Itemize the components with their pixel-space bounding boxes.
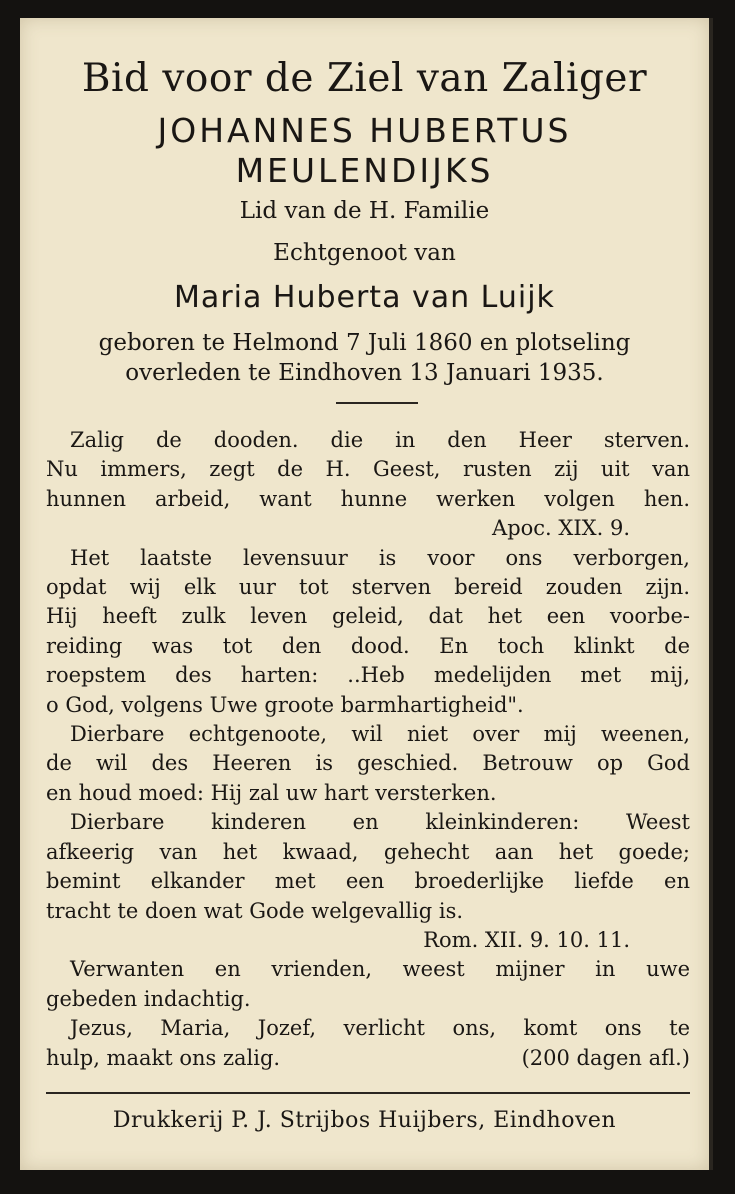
text-line: de wil des Heeren is geschied. Betrouw op God xyxy=(46,751,690,776)
text-line: Dierbare echtgenoote, wil niet over mij weenen, xyxy=(70,722,690,747)
text-line: Nu immers, zegt de H. Geest, rusten zij uit van xyxy=(46,457,690,482)
printer-imprint: Drukkerij P. J. Strijbos Huijbers, Eindhoven xyxy=(112,1108,617,1133)
text-line: gebeden indachtig. xyxy=(46,986,251,1011)
indulgence-line xyxy=(46,1044,690,1073)
memorial-card xyxy=(20,18,713,1170)
text-line: hulp, maakt ons zalig. xyxy=(46,1045,281,1070)
text-line: Jezus, Maria, Jozef, verlicht ons, komt ons te xyxy=(70,1016,690,1041)
text-line: afkeerig van het kwaad, gehecht aan het goede; xyxy=(46,839,690,864)
membership: Lid van de H. Familie xyxy=(239,198,490,224)
text-line: Zalig de dooden. die in den Heer sterven. xyxy=(70,428,690,452)
death-line: overleden te Eindhoven 13 Januari 1935. xyxy=(125,360,604,386)
text-line: reiding was tot den dood. En toch klinkt de xyxy=(46,633,690,658)
divider-long xyxy=(46,1092,690,1094)
divider-short xyxy=(336,402,418,404)
text-line: o God, volgens Uwe groote barmhartigheid". xyxy=(46,692,524,717)
deceased-name-line2: MEULENDIJKS xyxy=(235,151,494,190)
spouse-name: Maria Huberta van Luijk xyxy=(174,280,555,315)
text-line: tracht te doen wat Gode welgevallig is. xyxy=(46,898,464,923)
heading: Bid voor de Ziel van Zaliger xyxy=(81,56,648,101)
text-line: en houd moed: Hij zal uw hart versterken. xyxy=(46,780,497,805)
text-line: roepstem des harten: ..Heb medelijden met mij, xyxy=(46,663,690,688)
text-line: Het laatste levensuur is voor ons verborgen, xyxy=(70,545,690,570)
body-text xyxy=(46,426,690,1073)
citation: Apoc. XIX. 9. xyxy=(492,516,630,541)
deceased-name-line1: JOHANNES HUBERTUS xyxy=(157,111,572,150)
citation: Rom. XII. 9. 10. 11. xyxy=(423,927,630,952)
text-line: hunnen arbeid, want hunne werken volgen hen. xyxy=(46,486,690,511)
text-line: Hij heeft zulk leven geleid, dat het een voorbe- xyxy=(46,604,690,629)
spouse-intro: Echtgenoot van xyxy=(273,240,456,266)
indulgence-note: (200 dagen afl.) xyxy=(521,1045,690,1070)
text-line: bemint elkander met een broederlijke liefde en xyxy=(46,869,690,894)
text-line: opdat wij elk uur tot sterven bereid zouden zijn. xyxy=(46,575,690,600)
text-line: Verwanten en vrienden, weest mijner in uwe xyxy=(70,957,690,982)
text-line: Dierbare kinderen en kleinkinderen: Weest xyxy=(70,810,690,835)
birth-line: geboren te Helmond 7 Juli 1860 en plotseling xyxy=(98,330,631,356)
